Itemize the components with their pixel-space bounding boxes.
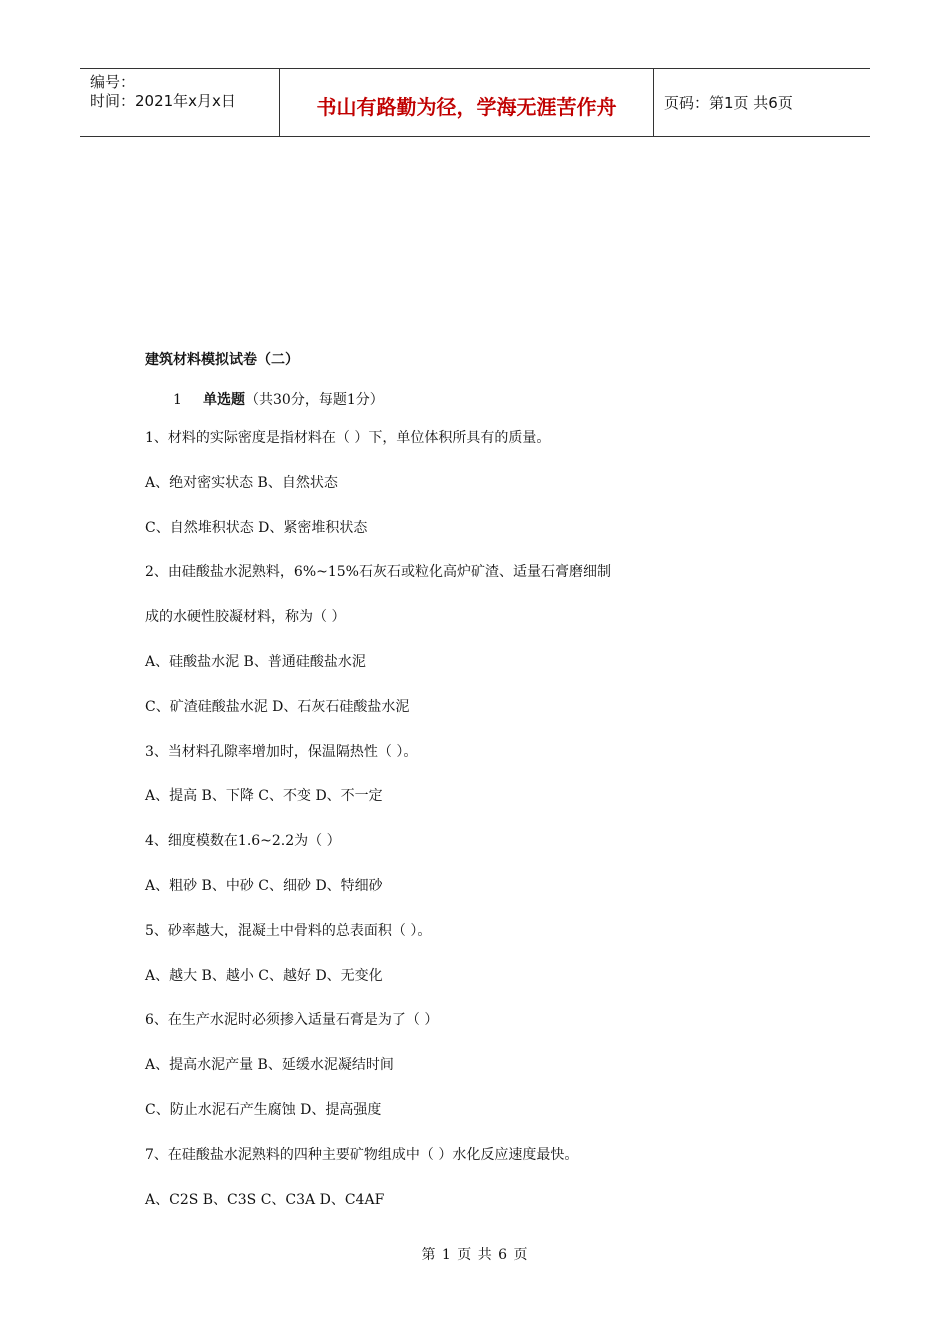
doc-time-label: 时间：2021年x月x日: [90, 92, 236, 110]
question-line: 3、当材料孔隙率增加时，保温隔热性（ ）。: [145, 743, 418, 760]
section-name: 单选题: [203, 392, 245, 408]
option-line: A、提高水泥产量 B、延缓水泥凝结时间: [145, 1057, 394, 1074]
question-line: 7、在硅酸盐水泥熟料的四种主要矿物组成中（ ）水化反应速度最快。: [145, 1146, 579, 1163]
question-line: 6、在生产水泥时必须掺入适量石膏是为了（ ）: [145, 1012, 439, 1029]
option-line: C、防止水泥石产生腐蚀 D、提高强度: [145, 1101, 382, 1118]
document-title: 建筑材料模拟试卷（二）: [145, 352, 299, 368]
option-line: C、自然堆积状态 D、紧密堆积状态: [145, 519, 368, 536]
doc-number-label: 编号：: [90, 73, 136, 91]
option-line: A、绝对密实状态 B、自然状态: [145, 474, 338, 491]
question-line: 4、细度模数在1.6~2.2为（ ）: [145, 833, 341, 850]
page-footer: 第 1 页 共 6 页: [421, 1247, 529, 1263]
option-line: A、硅酸盐水泥 B、普通硅酸盐水泥: [145, 653, 366, 670]
question-line: 5、砂率越大，混凝土中骨料的总表面积（ ）。: [145, 922, 432, 939]
question-line: 成的水硬性胶凝材料，称为（ ）: [145, 609, 346, 626]
option-line: A、粗砂 B、中砂 C、细砂 D、特细砂: [145, 877, 383, 894]
option-line: A、提高 B、下降 C、不变 D、不一定: [145, 788, 383, 805]
page-header: [80, 68, 870, 137]
header-motto: 书山有路勤为径，学海无涯苦作舟: [280, 69, 654, 136]
header-page-info: 页码：第1页 共6页: [664, 94, 793, 112]
section-number: 1: [173, 392, 182, 408]
document-body: [145, 349, 845, 1233]
section-note: （共30分，每题1分）: [245, 392, 384, 408]
option-line: A、C2S B、C3S C、C3A D、C4AF: [145, 1191, 385, 1208]
question-line: 2、由硅酸盐水泥熟料，6%~15%石灰石或粒化高炉矿渣、适量石膏磨细制: [145, 564, 611, 581]
section-heading: [145, 389, 845, 411]
option-line: A、越大 B、越小 C、越好 D、无变化: [145, 967, 383, 984]
option-line: C、矿渣硅酸盐水泥 D、石灰石硅酸盐水泥: [145, 698, 410, 715]
header-meta: [80, 69, 280, 136]
question-line: 1、材料的实际密度是指材料在（ ）下，单位体积所具有的质量。: [145, 430, 551, 446]
